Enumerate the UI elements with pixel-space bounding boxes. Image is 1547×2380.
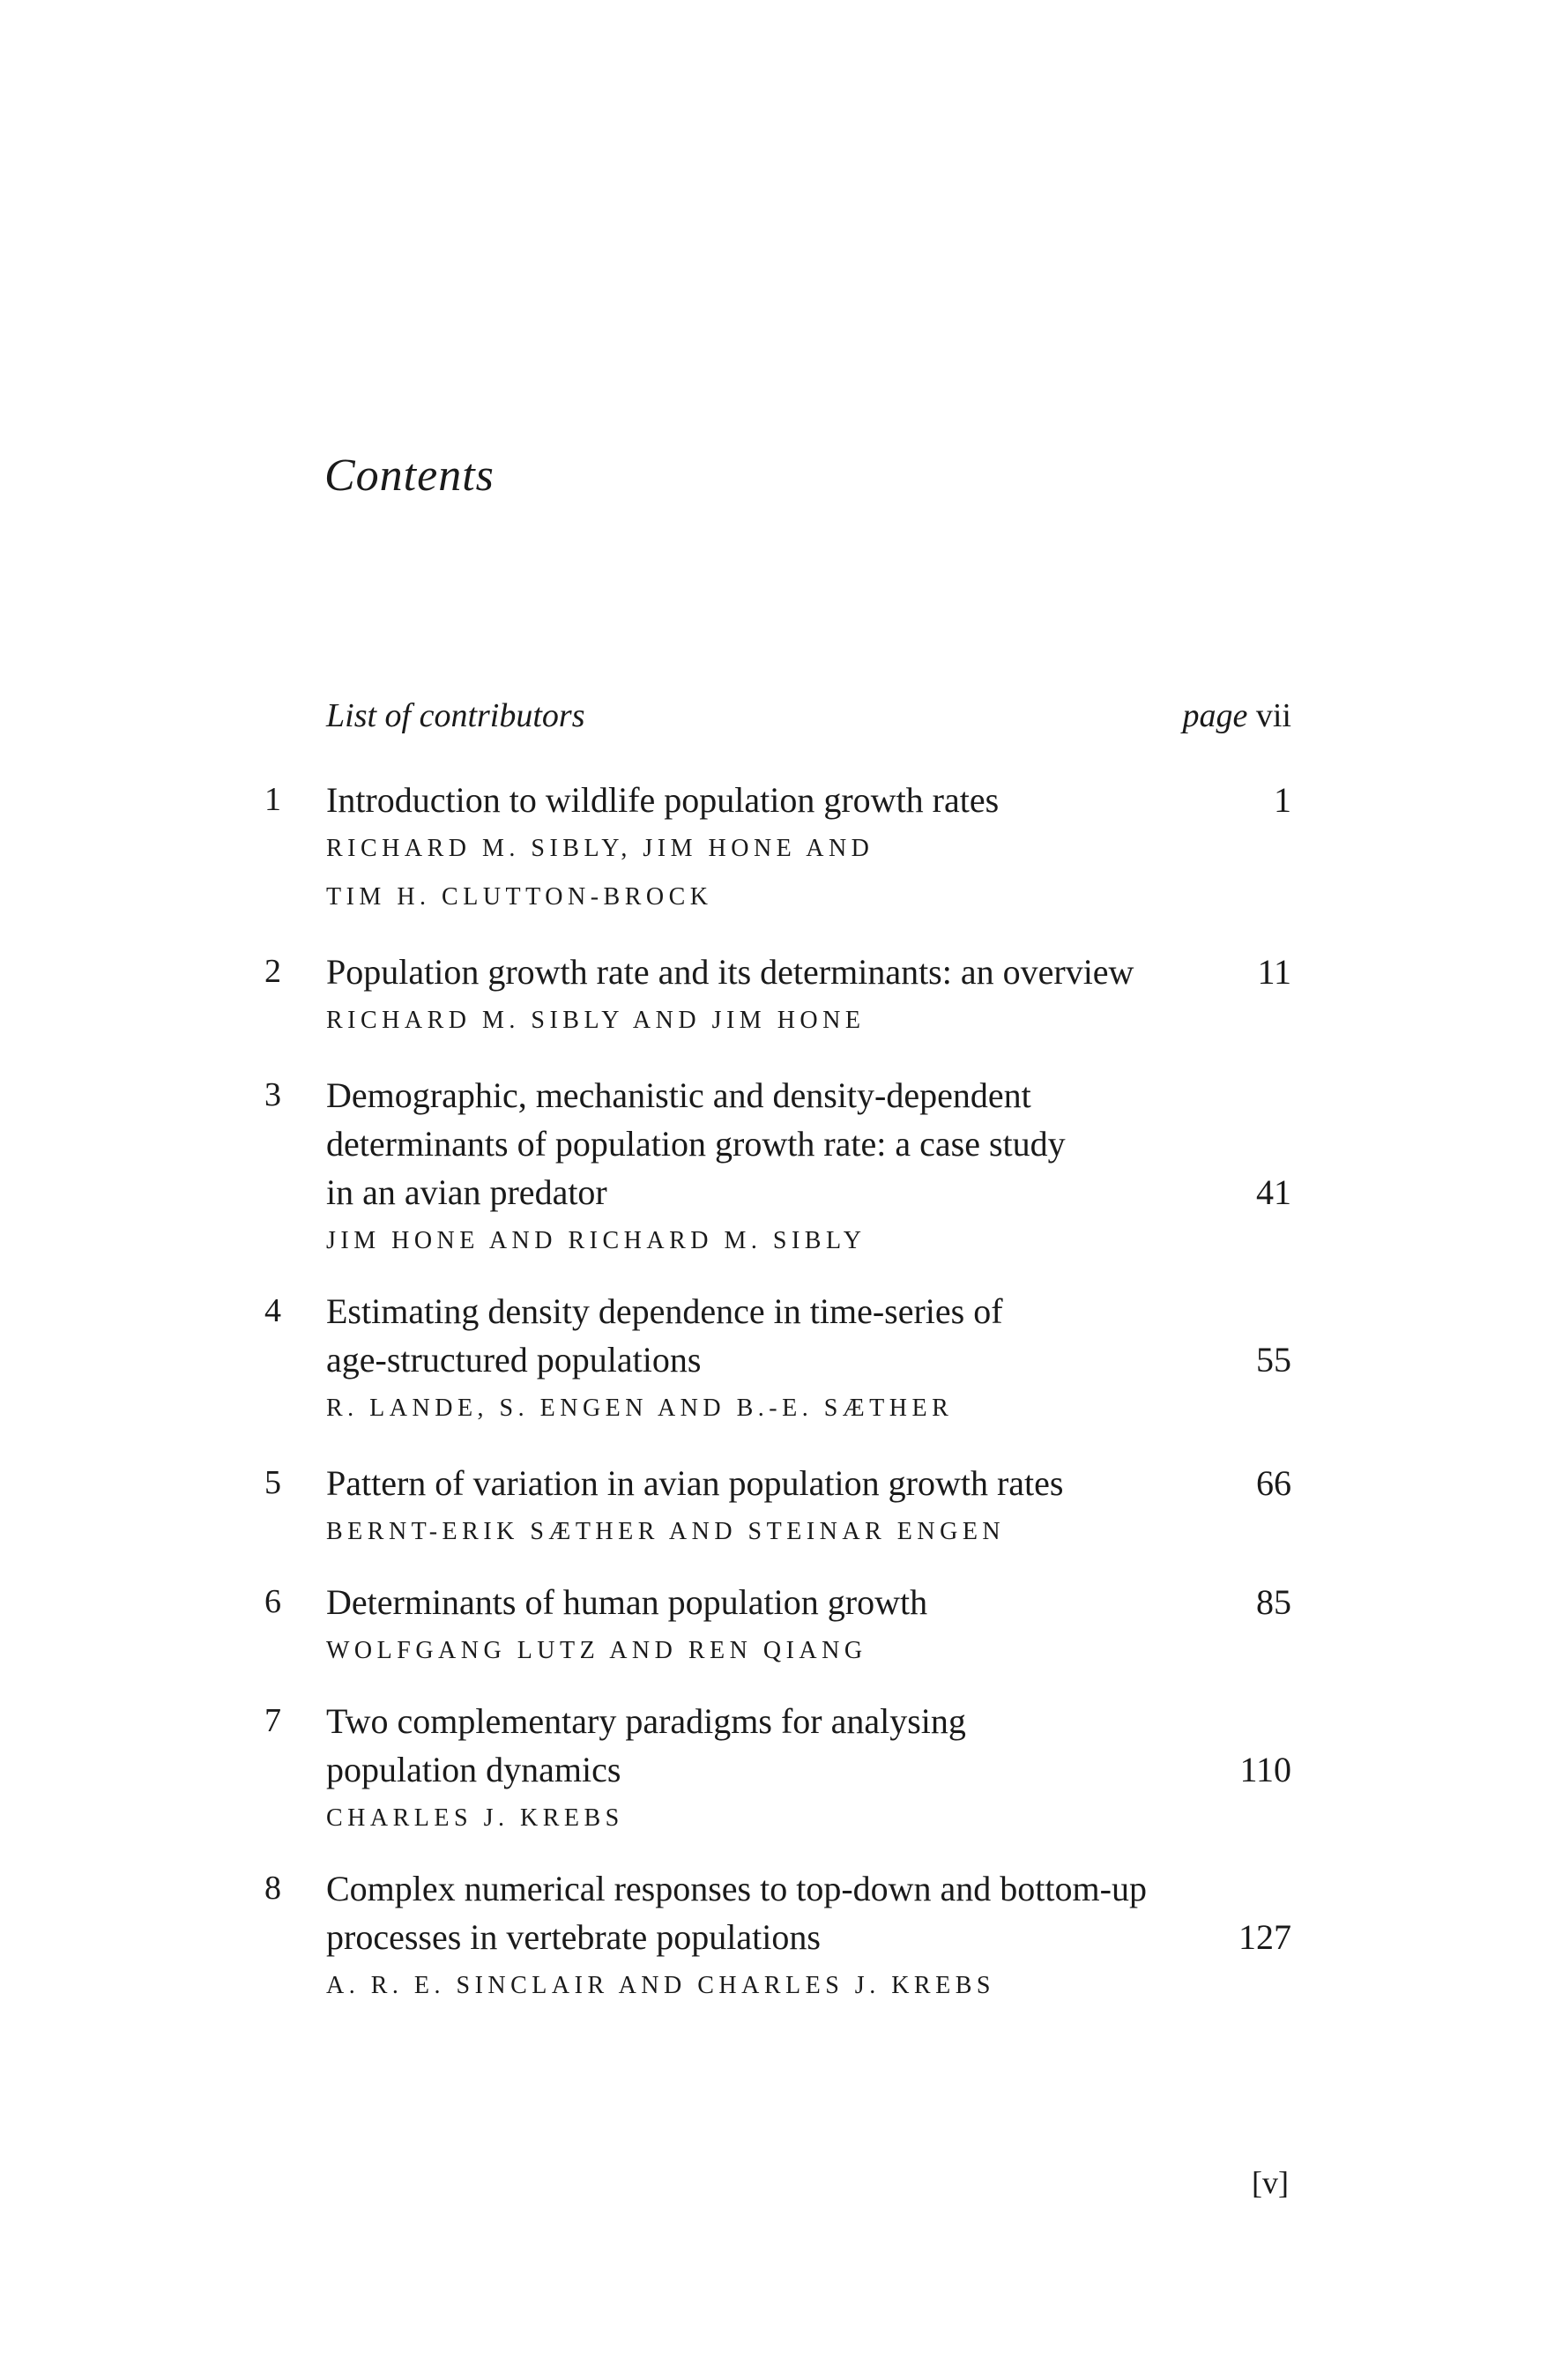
chapter-title-line [326, 1335, 1291, 1384]
chapter-authors: WOLFGANG LUTZ AND REN QIANG [326, 1637, 867, 1664]
chapter-title-text: Pattern of variation in avian population growth rates [326, 1463, 1064, 1503]
chapter-page-number: 55 [1256, 1340, 1291, 1380]
chapter-title-line [326, 1578, 1291, 1626]
contributors-entry[interactable] [326, 696, 1291, 749]
chapter-page-number: 11 [1257, 952, 1291, 992]
chapter-title-line [326, 1459, 1291, 1507]
contributors-label: List of contributors [326, 697, 585, 734]
chapter-title-line [326, 1287, 1291, 1335]
chapter-title-text: Population growth rate and its determinants: an overview [326, 952, 1134, 992]
chapter-entry[interactable] [264, 1459, 1291, 1556]
chapter-title-text: in an avian predator [326, 1172, 607, 1212]
folio: [v] [1252, 2165, 1289, 2200]
chapter-title-text: Demographic, mechanistic and density-dependent [326, 1075, 1031, 1115]
chapter-page-number: 85 [1256, 1582, 1291, 1622]
chapter-authors: RICHARD M. SIBLY, JIM HONE AND [326, 835, 874, 862]
chapter-title-line [326, 948, 1291, 996]
chapter-entry[interactable] [264, 1287, 1291, 1432]
chapter-title-line [326, 1168, 1291, 1216]
chapter-entry[interactable] [264, 1697, 1291, 1842]
chapter-number: 7 [264, 1702, 281, 1739]
chapter-entry[interactable] [264, 948, 1291, 1045]
page-word: page [1182, 697, 1248, 734]
chapter-number: 8 [264, 1870, 281, 1907]
chapter-title-text: age-structured populations [326, 1340, 702, 1380]
chapter-page-number: 66 [1256, 1463, 1291, 1503]
chapter-entry[interactable] [264, 1578, 1291, 1675]
chapter-title-text: processes in vertebrate populations [326, 1917, 821, 1957]
chapter-title-line [326, 1697, 1291, 1745]
chapter-authors: TIM H. CLUTTON-BROCK [326, 883, 713, 911]
chapter-number: 2 [264, 953, 281, 990]
chapter-number: 6 [264, 1583, 281, 1620]
chapter-entry[interactable] [264, 1071, 1291, 1265]
chapter-authors: CHARLES J. KREBS [326, 1804, 624, 1832]
chapter-authors: JIM HONE AND RICHARD M. SIBLY [326, 1227, 866, 1254]
chapter-title-text: population dynamics [326, 1750, 621, 1789]
chapter-title-line [326, 1119, 1291, 1168]
chapter-title-text: Two complementary paradigms for analysing [326, 1701, 966, 1741]
chapter-authors: A. R. E. SINCLAIR AND CHARLES J. KREBS [326, 1972, 995, 1999]
chapter-title-text: Estimating density dependence in time-series of [326, 1291, 1003, 1331]
chapter-page-number: 1 [1274, 780, 1291, 820]
contributors-page [1183, 696, 1292, 735]
chapter-number: 5 [264, 1464, 281, 1501]
chapter-title-line [326, 1864, 1291, 1913]
chapter-page-number: 110 [1239, 1750, 1291, 1789]
chapter-title-line [326, 1913, 1291, 1961]
chapter-authors: BERNT-ERIK SÆTHER AND STEINAR ENGEN [326, 1518, 1006, 1545]
page-title: Contents [324, 450, 495, 501]
chapter-title-text: Complex numerical responses to top-down and bottom-up [326, 1869, 1147, 1908]
chapter-title-text: Determinants of human population growth [326, 1582, 928, 1622]
chapter-entry[interactable] [264, 1864, 1291, 2010]
chapter-title-line [326, 1745, 1291, 1794]
chapter-number: 1 [264, 781, 281, 818]
chapter-title-text: Introduction to wildlife population growth rates [326, 780, 1000, 820]
chapter-number: 3 [264, 1076, 281, 1113]
chapter-title-line [326, 1071, 1291, 1119]
chapter-entry[interactable] [264, 776, 1291, 921]
chapter-page-number: 41 [1256, 1172, 1291, 1212]
chapter-authors: RICHARD M. SIBLY AND JIM HONE [326, 1007, 866, 1034]
chapter-title-line [326, 776, 1291, 824]
chapter-number: 4 [264, 1292, 281, 1329]
chapter-authors: R. LANDE, S. ENGEN AND B.-E. SÆTHER [326, 1395, 954, 1422]
chapter-title-text: determinants of population growth rate: a case study [326, 1124, 1066, 1164]
page-number: vii [1255, 697, 1291, 734]
chapter-page-number: 127 [1238, 1917, 1291, 1957]
